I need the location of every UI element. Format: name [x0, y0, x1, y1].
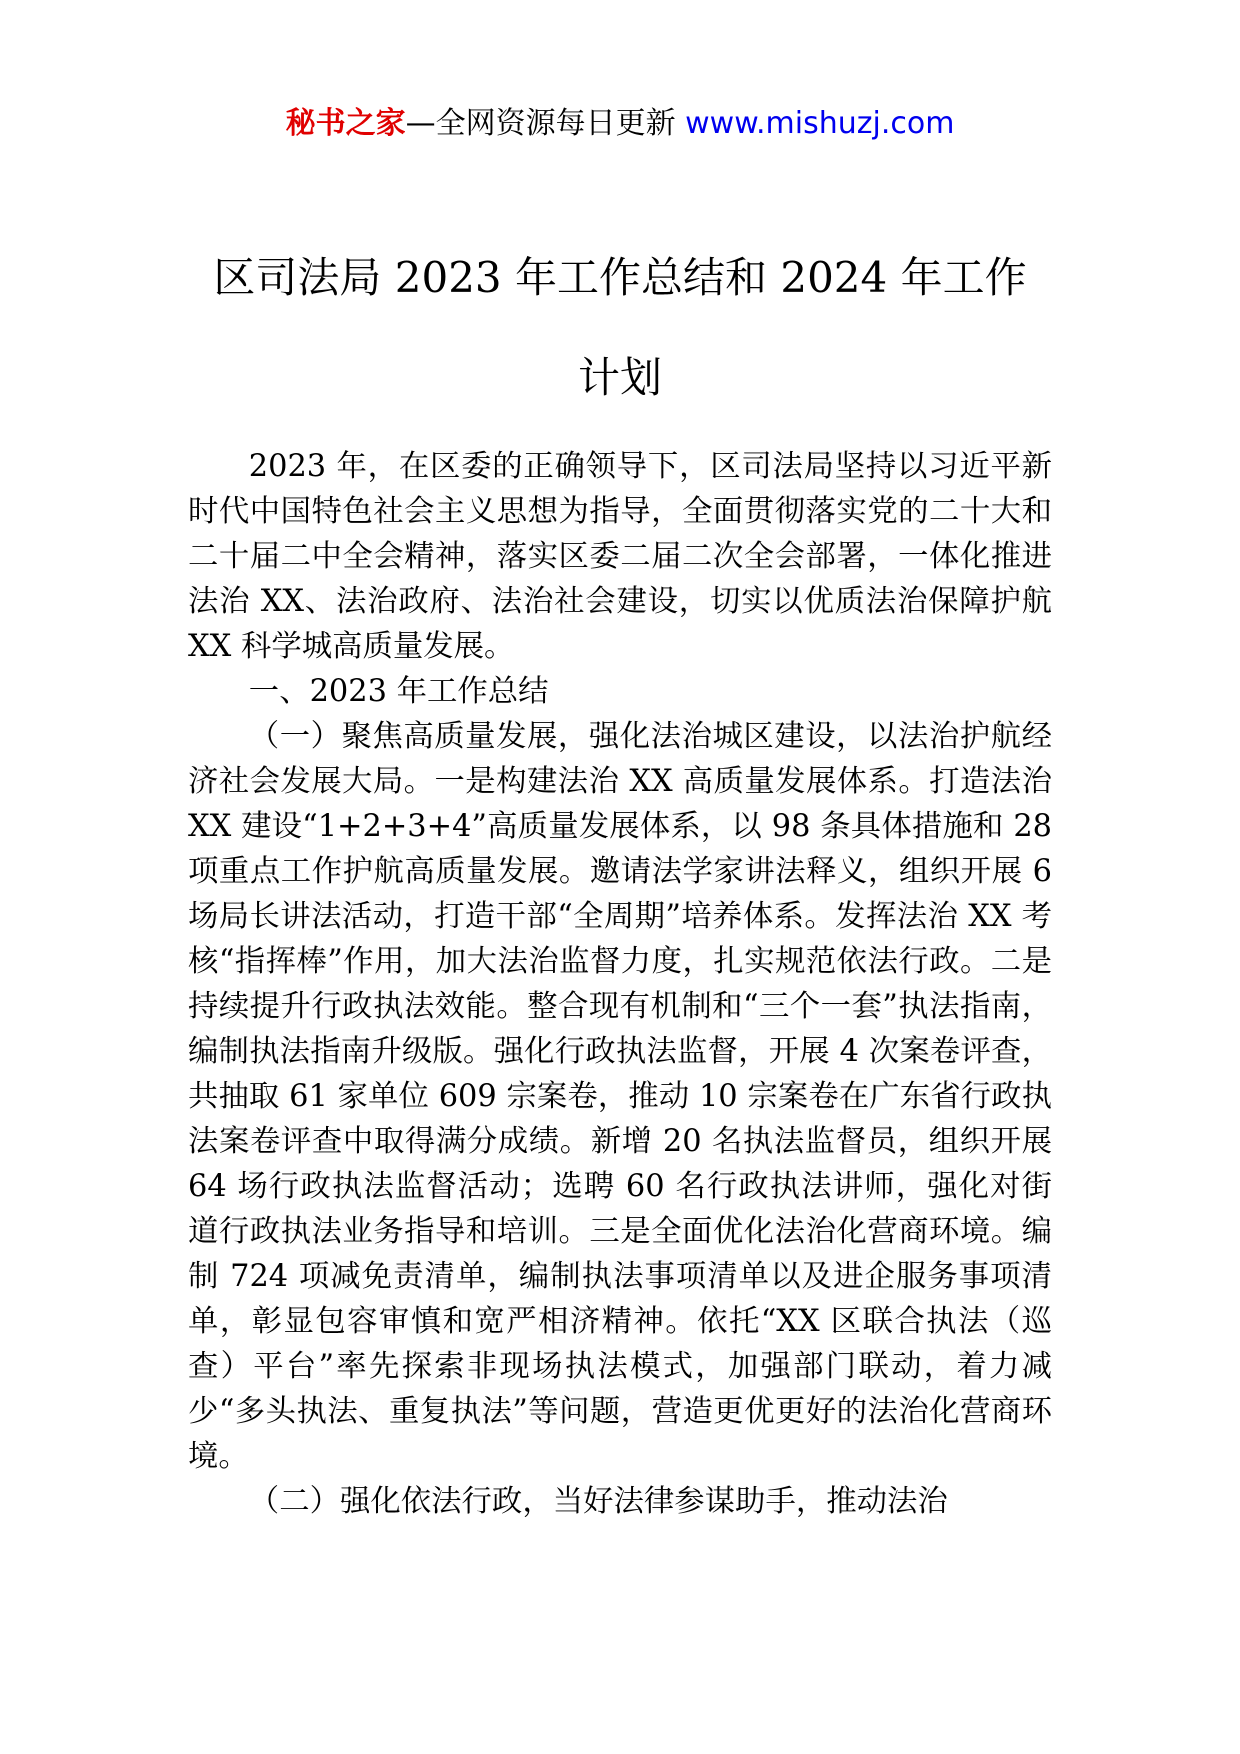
document-body	[188, 444, 1052, 1524]
brand-name: 秘书之家	[285, 106, 406, 141]
site-url-link[interactable]: www.mishuzj.com	[685, 106, 955, 141]
section-heading: 一、2023 年工作总结	[248, 674, 549, 709]
title-line-1: 区司法局 2023 年工作总结和 2024 年工作	[213, 253, 1027, 302]
document-title	[0, 228, 1240, 428]
paragraph-section-1: （一）聚焦高质量发展，强化法治城区建设，以法治护航经济社会发展大局。一是构建法治 XX 高质量发展体系。打造法治 XX 建设“1+2+3+4”高质量发展体系，以 98 条具体措施和 28 项重点工作护航高质量发展。邀请法学家讲法释义，组织开展 6 场局长讲法活动，打造干部“全周期”培养体系。发挥法治 XX 考核“指挥棒”作用，加大法治监督力度，扎实规范依法行政。二是持续提升行政执法效能。整合现有机制和“三个一套”执法指南，编制执法指南升级版。强化行政执法监督，开展 4 次案卷评查，共抽取 61 家单位 609 宗案卷，推动 10 宗案卷在广东省行政执法案卷评查中取得满分成绩。新增 20 名执法监督员，组织开展 64 场行政执法监督活动；选聘 60 名行政执法讲师，强化对街道行政执法业务指导和培训。三是全面优化法治化营商环境。编制 724 项减免责清单，编制执法事项清单以及进企服务事项清单，彰显包容审慎和宽严相济精神。依托“XX 区联合执法（巡查）平台”率先探索非现场执法模式，加强部门联动，着力减少“多头执法、重复执法”等问题，营造更优更好的法治化营商环境。	[188, 719, 1052, 1474]
title-line-2: 计划	[577, 353, 662, 402]
paragraph-intro: 2023 年，在区委的正确领导下，区司法局坚持以习近平新时代中国特色社会主义思想为指导，全面贯彻落实党的二十大和二十届二中全会精神，落实区委二届二次全会部署，一体化推进法治 XX、法治政府、法治社会建设，切实以优质法治保障护航 XX 科学城高质量发展。	[188, 449, 1052, 664]
brand-tagline: —全网资源每日更新	[405, 106, 676, 141]
paragraph-section-2: （二）强化依法行政，当好法律参谋助手，推动法治	[248, 1484, 948, 1519]
site-banner	[0, 100, 1240, 148]
